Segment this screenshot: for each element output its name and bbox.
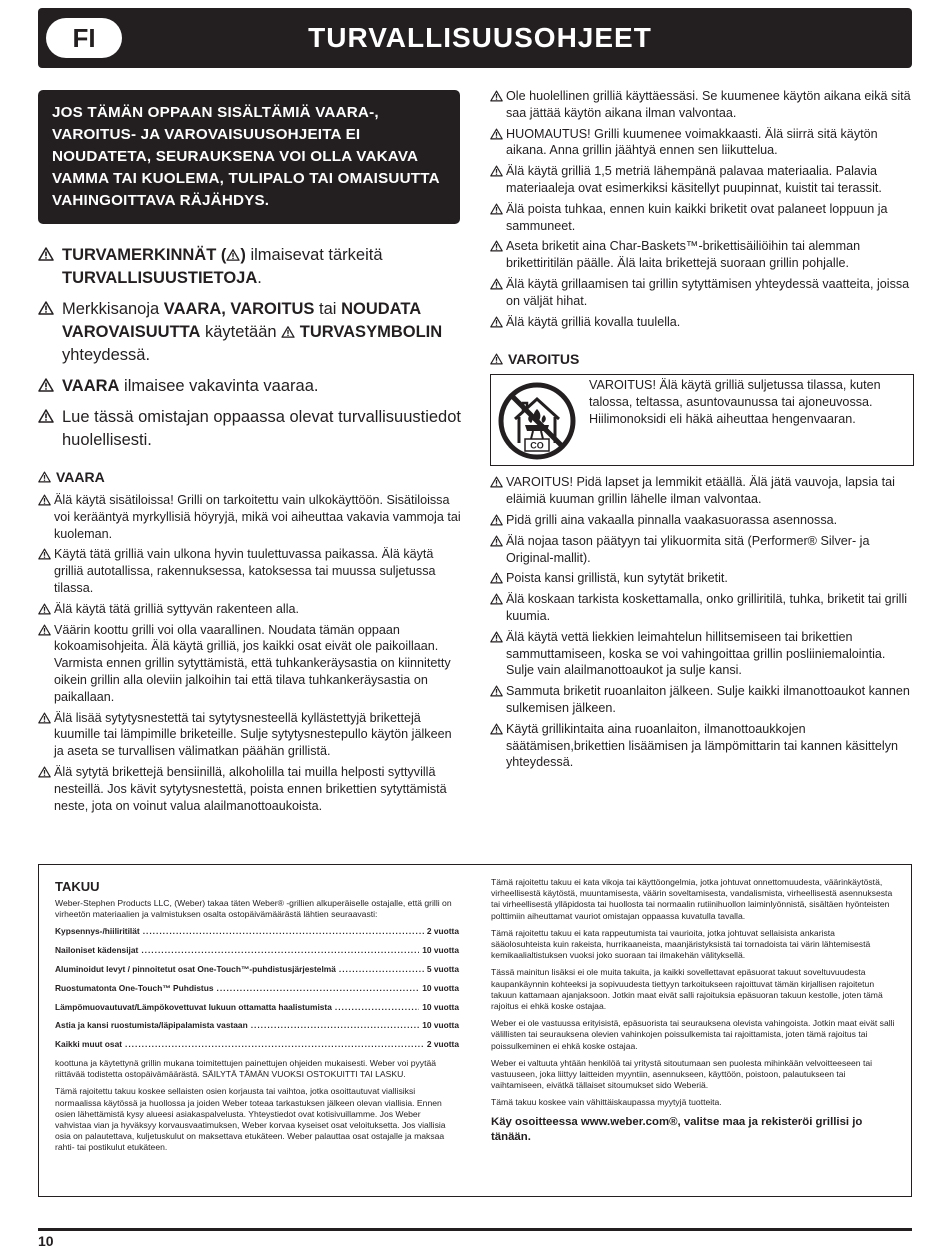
left-column — [38, 90, 464, 818]
list-item-text: Älä poista tuhkaa, ennen kuin kaikki briketit ovat palaneet loppuun ja sammuneet. — [506, 201, 888, 233]
list-item — [490, 591, 914, 625]
list-item-text: Älä käytä sisätiloissa! Grilli on tarkoitettu vain ulkokäyttöön. Sisätiloissa voi kerääntyä myrkyllisiä höyryjä, mikä voi aiheuttaa vakavia vammoja tai kuoleman. — [54, 493, 461, 541]
list-item — [38, 622, 464, 706]
list-item — [490, 629, 914, 679]
section-heading-text: VAARA — [56, 469, 105, 485]
warranty-row-label: Aluminoidut levyt / pinnoitetut osat One-Touch™-puhdistusjärjestelmä — [55, 964, 336, 974]
warning-triangle-icon — [490, 535, 503, 547]
list-item-text: HUOMAUTUS! Grilli kuumenee voimakkaasti. Älä siirrä sitä käytön aikana. Anna grillin jäähtyä ennen sen liikuttelua. — [506, 126, 878, 158]
list-item — [490, 276, 914, 310]
warranty-row-value: 2 vuotta — [426, 1039, 459, 1050]
warning-triangle-icon — [490, 572, 503, 584]
vaara-heading — [38, 468, 464, 486]
list-item — [490, 474, 914, 508]
carbon-monoxide-warning-box — [490, 374, 914, 466]
warning-triangle-icon — [490, 316, 503, 328]
warranty-row — [55, 926, 459, 937]
list-item-text: Sammuta briketit ruoanlaiton jälkeen. Sulje kaikki ilmanottoaukot kannen sulkemisen jälkeen. — [506, 684, 910, 715]
warranty-row — [55, 1002, 459, 1013]
list-item-text: Älä käytä tätä grilliä syttyvän rakenteen alla. — [54, 601, 300, 616]
warning-triangle-icon — [38, 712, 51, 724]
warranty-row-value: 10 vuotta — [422, 1020, 459, 1031]
intro-bold-text: TURVALLISUUSTIETOJA — [62, 269, 258, 287]
intro-item-safety-marks — [38, 244, 464, 290]
right-column — [490, 88, 914, 775]
list-item — [490, 570, 914, 587]
list-item-text: Älä lisää sytytysnestettä tai sytytysnesteellä kyllästettyjä brikettejä kuumille tai lämpimille briketeille. Sulje sytytysnestepullo käytön jälkeen ja aseta se turvallisen välimatkan päähän grillistä. — [54, 710, 452, 759]
list-item-text: VAROITUS! Pidä lapset ja lemmikit etäällä. Älä jätä vauvoja, lapsia tai eläimiä kuuman grillin lähelle ilman valvontaa. — [506, 475, 895, 507]
list-item — [490, 314, 914, 331]
warranty-row-value: 5 vuotta — [426, 964, 459, 974]
intro-bold-text: NOUDATA VAROVAISUUTTA — [62, 300, 421, 341]
intro-item-signal-words — [38, 298, 464, 367]
varoitus-heading — [490, 350, 914, 368]
warranty-row — [55, 983, 459, 994]
intro-item-danger — [38, 375, 464, 398]
list-item — [490, 683, 914, 717]
warranty-row — [55, 1020, 459, 1031]
no-indoor-use-icon — [497, 381, 577, 461]
page-title: TURVALLISUUSOHJEET — [308, 22, 652, 53]
warranty-paragraph: Tämä rajoitettu takuu ei kata vikoja tai käyttöongelmia, jotka johtuvat onnettomuudesta, väärinkäytöstä, virheellisestä käytöstä, muuntamisesta, väärin soveltamisesta, vandalismista, virheellisestä asennuksesta tai virheellisestä ylläpidosta tai huollosta tai normaalin rutiinihuollon laiminlyönnistä, sisältäen hyönteisten polttimiin aiheuttamat vauriot omistajan oppaassa kuvatulla tavalla. — [491, 877, 893, 921]
warranty-left-column — [55, 879, 459, 1160]
list-item — [38, 710, 464, 760]
warranty-row-label: Astia ja kansi ruostumista/läpipalamista vastaan — [55, 1020, 248, 1031]
list-item — [38, 492, 464, 542]
intro-text: Lue tässä omistajan oppaassa olevat turvallisuustiedot huolellisesti. — [62, 408, 461, 449]
vaara-list — [38, 492, 464, 814]
list-item — [490, 533, 914, 567]
warning-triangle-icon — [490, 203, 503, 215]
list-item — [38, 601, 464, 618]
warning-triangle-icon — [490, 128, 503, 140]
list-item — [490, 126, 914, 160]
intro-bold-text: TURVAMERKINNÄT ( — [62, 246, 227, 264]
list-item — [490, 88, 914, 122]
list-item-text: Älä käytä grillaamisen tai grillin sytyttämisen yhteydessä vaatteita, joissa on väljät hihat. — [506, 276, 910, 308]
warning-triangle-icon — [490, 593, 503, 605]
list-item-text: Käytä tätä grilliä vain ulkona hyvin tuulettuvassa paikassa. Älä käytä grilliä autotallissa, rakennuksessa, katoksessa tai muussa suljetussa tilassa. — [54, 547, 436, 595]
warning-triangle-icon — [490, 631, 503, 643]
intro-text: ilmaisevat tärkeitä — [245, 246, 383, 264]
list-item — [38, 546, 464, 596]
intro-item-read-manual — [38, 406, 464, 452]
warranty-row — [55, 1039, 459, 1050]
warranty-row-label: Kypsennys-/hiiliritilät — [55, 926, 140, 937]
intro-text: . — [257, 269, 262, 287]
warranty-row-label: Nailoniset kädensijat — [55, 945, 139, 956]
warranty-paragraph: Tämä takuu koskee vain vähittäiskaupassa myytyjä tuotteita. — [491, 1097, 722, 1108]
list-item-text: Älä koskaan tarkista koskettamalla, onko grilliritilä, tuhka, briketit tai grilli kuumia. — [506, 592, 908, 623]
list-item-text: Käytä grillikintaita aina ruoanlaiton, ilmanottoaukkojen säätämisen,brikettien lisäämisen ja lämpömittarin tai kannen käsittelyn yhteydessä. — [506, 721, 898, 770]
list-item-text: Ole huolellinen grilliä käyttäessäsi. Se kuumenee käytön aikana eikä sitä saa jättää käytön aikana ilman valvontaa. — [506, 89, 911, 120]
warning-triangle-icon — [490, 240, 503, 252]
list-item — [490, 201, 914, 235]
warranty-row — [55, 945, 459, 956]
warning-triangle-icon — [490, 476, 503, 488]
list-item-text: Poista kansi grillistä, kun sytytät briketit. — [506, 571, 728, 586]
list-item-text: Älä käytä vettä liekkien leimahtelun hillitsemiseen tai brikettien sammuttamiseen, koska se voi vahingoittaa grillin posliiniemalointia. Sulje vain alailmanottoaukot ja sulje kansi. — [506, 629, 886, 678]
warranty-row — [55, 964, 459, 975]
list-item-text: Älä sytytä brikettejä bensiinillä, alkoholilla tai muilla helposti syttyvillä nesteillä. Jos kävit sytytysnestettä, poista ennen brikettien sytyttämistä neste, jota on voinut valua alailmanottoaukoista. — [54, 764, 447, 813]
warranty-row-value: 10 vuotta — [422, 982, 459, 993]
warning-box-text: VAROITUS! Älä käytä grilliä suljetussa tilassa, kuten talossa, teltassa, asuntovaunussa tai ajoneuvossa. Hiilimonoksidi eli häkä aiheuttaa hengenvaaran. — [589, 378, 881, 426]
warranty-row-label: Kaikki muut osat — [55, 1039, 123, 1050]
warning-triangle-icon — [38, 624, 51, 636]
warranty-intro: Weber-Stephen Products LLC, (Weber) takaa täten Weber® -grillien alkuperäiselle ostajalle, että grilli on virheetön materiaalien ja valmistuksen osalta ostopäivämäärästä lähtien seuraavasti: — [55, 898, 452, 920]
danger-notice-box: JOS TÄMÄN OPPAAN SISÄLTÄMIÄ VAARA-, VAROITUS- JA VAROVAISUUSOHJEITA EI NOUDATETA, SEURAUKSENA VOI OLLA VAKAVA VAMMA TAI KUOLEMA, TULIPALO TAI OMAISUUTTA VAHINGOITTAVA RÄJÄHDYS. — [38, 90, 460, 224]
co-label: CO — [530, 440, 544, 451]
warranty-paragraph: Weber ei valtuuta yhtään henkilöä tai yritystä sitoutumaan sen puolesta mihinkään velvoitteeseen tai vastuuseen, joka liittyy laitteiden myyntiin, asennukseen, käyttöön, poistoon, palautukseen tai vaihtamiseen, eivätkä tällaiset sitoumukset sido Weberiä. — [491, 1057, 873, 1091]
warranty-row-value: 2 vuotta — [426, 926, 459, 937]
warranty-register-callout: Käy osoitteessa www.weber.com®, valitse maa ja rekisteröi grillisi jo tänään. — [491, 1115, 863, 1143]
list-item-text: Älä käytä grilliä kovalla tuulella. — [506, 314, 681, 329]
intro-bold-text: TURVASYMBOLIN — [299, 323, 443, 341]
warranty-paragraph: Weber ei ole vastuussa erityisistä, epäsuorista tai seurauksena olevista vahingoista. Jotkin maat eivät salli välillisten tai seurauksena olevien vahinkojen poissulkemista tai rajoittamista, joten tämä rajoitus tai poissulkeminen ei ehkä koske ostajaa. — [491, 1018, 895, 1051]
warning-triangle-icon — [38, 494, 51, 506]
language-badge: FI — [46, 18, 122, 58]
warning-triangle-icon — [490, 514, 503, 526]
warranty-row-label: Ruostumatonta One-Touch™ Puhdistus — [55, 982, 214, 993]
list-item — [490, 721, 914, 771]
general-safety-list — [490, 88, 914, 330]
intro-bold-text: VAARA, VAROITUS — [163, 300, 315, 318]
intro-text: ilmaisee vakavinta vaaraa. — [119, 377, 319, 395]
warranty-right-column — [491, 877, 897, 1145]
warranty-paragraph: Tämä rajoitettu takuu ei kata rappeutumista tai vaurioita, jotka johtuvat sellaisista ankarista sääolosuhteista kuin rakeista, hurrikaaneista, maanjäristyksistä tai tornadoista tai värin lähtemisestä kemikaalialtistuksen vuoksi joko suoraan tai ilmakehän välityksellä. — [491, 927, 871, 961]
intro-bold-text: ) — [240, 246, 246, 264]
intro-section — [38, 244, 464, 452]
warranty-paragraph: Tämä rajoitettu takuu koskee sellaisten osien korjausta tai vaihtoa, jotka osoittautuvat viallisiksi normaalissa käytössä ja huollossa ja joiden Weber toteaa tarkastuksen jälkeen olevan viallisia. Ennen osien lähettämistä kysy alueesi asiakaspalvelusta. Yhteystiedot ovat kotisivuillamme. Jos Weber vahvistaa vian ja hyväksyy korvausvaatimuksen, Weber korvaa kyseiset osat veloituksetta. Jos viallisia osia on palautettava, kuljetuskulut on maksettava etukäteen. Weber palauttaa osat ostajalle ja maksaa rahti- tai postikulut etukäteen. — [55, 1086, 446, 1153]
warning-triangle-icon — [38, 378, 54, 392]
warranty-row-label: Lämpömuovautuvat/Lämpökovettuvat lukuun ottamatta haalistumista — [55, 1001, 332, 1012]
list-item — [490, 238, 914, 272]
intro-bold-text: VAARA — [62, 377, 120, 395]
list-item-text: Älä käytä grilliä 1,5 metriä lähempänä palavaa materiaalia. Palavia materiaaleja ovat esimerkiksi käsitellyt puupinnat, kuistit tai terassit. — [506, 164, 882, 195]
intro-text: Merkkisanoja — [62, 300, 164, 318]
list-item — [490, 163, 914, 197]
list-item — [490, 512, 914, 529]
warranty-table — [55, 926, 459, 1050]
warning-triangle-icon — [281, 326, 295, 338]
varoitus-list — [490, 474, 914, 771]
section-heading-text: VAROITUS — [508, 351, 580, 368]
warranty-row-value: 10 vuotta — [422, 945, 459, 956]
intro-text: yhteydessä. — [62, 346, 151, 364]
page-number: 10 — [38, 1233, 54, 1249]
list-item-text: Pidä grilli aina vakaalla pinnalla vaakasuorassa asennossa. — [506, 512, 838, 527]
warning-triangle-icon — [490, 723, 503, 735]
warning-triangle-icon — [38, 301, 54, 315]
warranty-row-value: 10 vuotta — [422, 1001, 459, 1012]
warning-triangle-icon — [490, 90, 503, 102]
warning-triangle-icon — [38, 247, 54, 261]
intro-text: tai — [314, 300, 342, 318]
list-item-text: Älä nojaa tason päätyyn tai ylikuormita sitä (Performer® Silver- ja Original-mallit). — [506, 533, 870, 565]
warning-triangle-icon — [38, 603, 51, 615]
warning-triangle-icon — [490, 278, 503, 290]
warranty-paragraph: koottuna ja käytettynä grillin mukana toimitettujen painettujen ohjeiden mukaisesti. Weber voi pyytää riittävää todistetta ostopäivämäärästä. SÄILYTÄ TÄMÄN VUOKSI OSTOKUITTI TAI LASKU. — [55, 1057, 437, 1080]
warranty-paragraph: Tässä mainitun lisäksi ei ole muita takuita, ja kaikki sovellettavat epäsuorat takuut soveltuvuudesta kaupankäynnin kohteeksi ja sopivuudesta tiettyyn tarkoitukseen rajoittuvat tämän kirjallisen rajoitetun takuun kattamaan ajanjaksoon. Jotkin maat eivät salli rajoituksia epäsuoran takuun kestolle, joten tämä rajoitus ei ehkä koske ostajaa. — [491, 967, 883, 1012]
header-bar — [38, 8, 912, 68]
list-item — [38, 764, 464, 814]
warning-triangle-icon — [38, 766, 51, 778]
warning-triangle-icon — [490, 353, 503, 365]
warning-triangle-icon — [490, 165, 503, 177]
warning-triangle-icon — [490, 685, 503, 697]
warning-triangle-icon — [38, 409, 54, 423]
warning-triangle-icon — [38, 471, 51, 483]
warning-triangle-icon — [226, 249, 240, 261]
warranty-box — [38, 864, 912, 1197]
intro-text: käytetään — [200, 323, 282, 341]
list-item-text: Väärin koottu grilli voi olla vaarallinen. Noudata tämän oppaan kokoamisohjeita. Älä käytä grilliä, jos kaikki osat eivät ole paikoillaan. Varmista ennen grillin sytyttämistä, että tuhkankeräysastia on kiinnitetty oikein grillin alla oleviin jalkoihin tai että tilava tuhkankeräysastia on paikallaan. — [54, 622, 451, 704]
warranty-title: TAKUU — [55, 879, 100, 894]
list-item-text: Aseta briketit aina Char-Baskets™-brikettisäiliöihin tai alemman brikettiritilän päälle. Älä laita brikettejä suoraan grillin pohjalle. — [506, 239, 861, 271]
footer-divider — [38, 1228, 912, 1231]
warning-triangle-icon — [38, 548, 51, 560]
